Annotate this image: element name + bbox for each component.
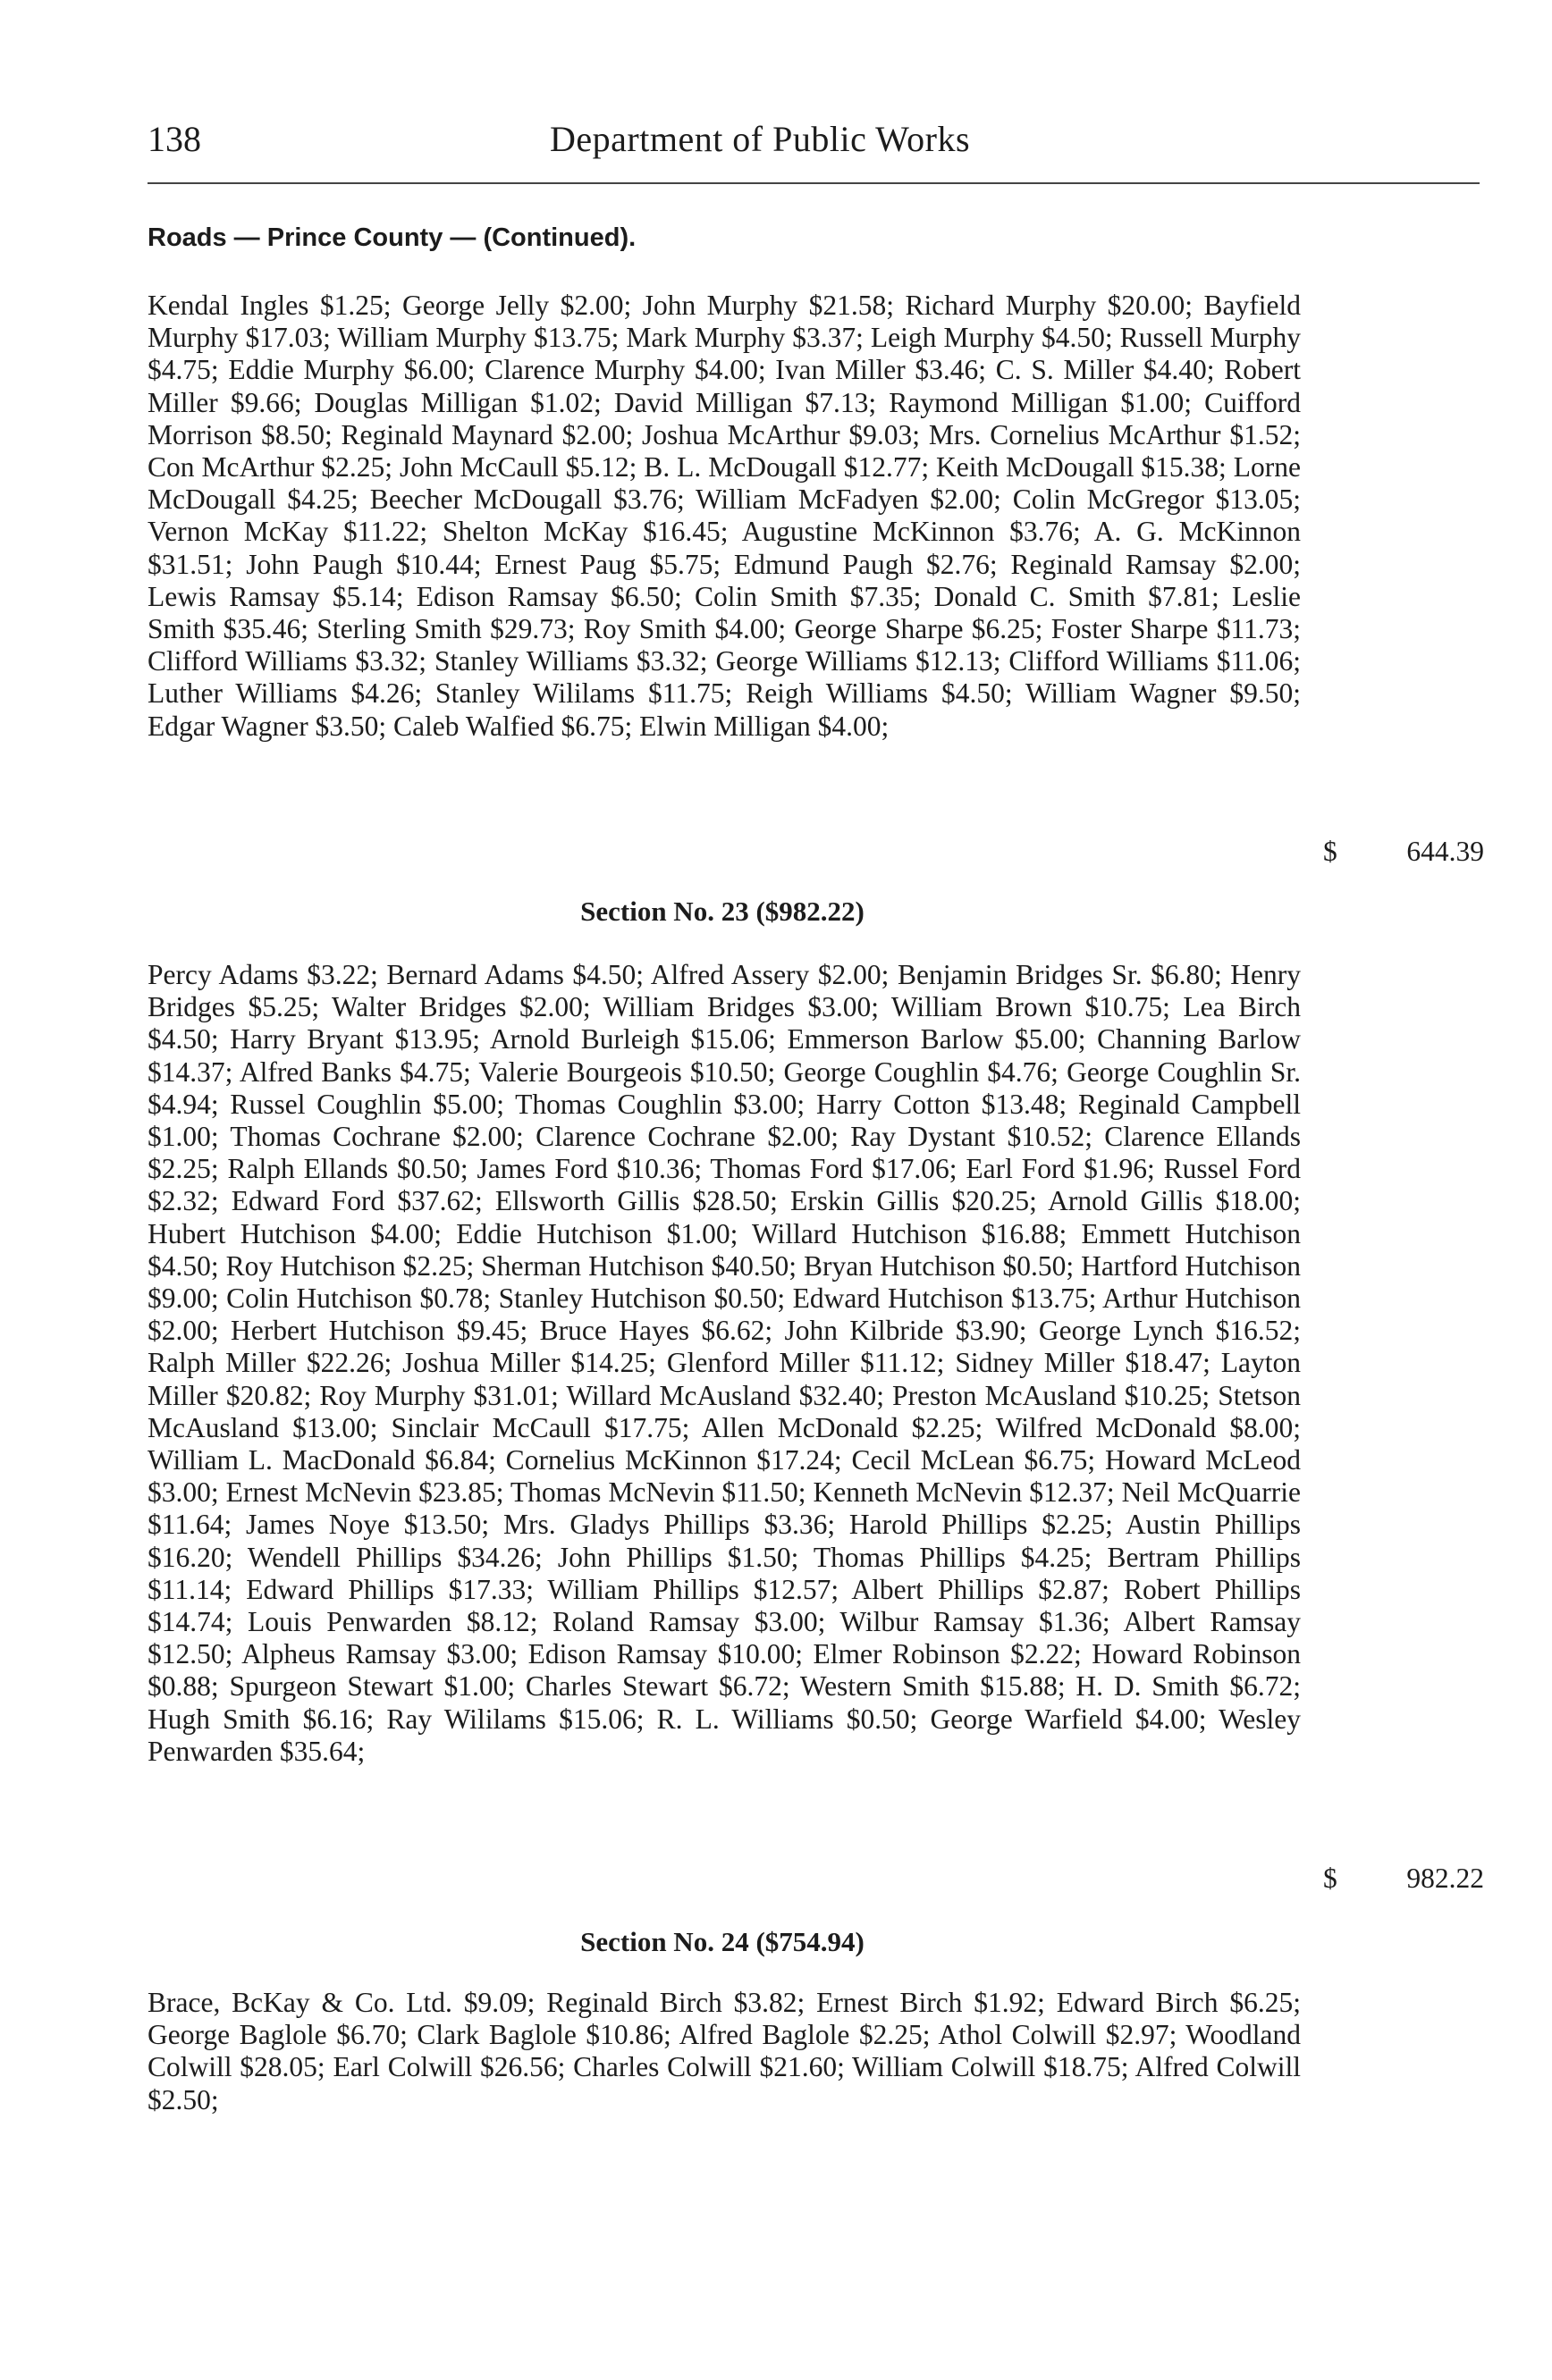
running-title: Department of Public Works (550, 119, 971, 159)
section-heading: Roads — Prince County — (Continued). (148, 223, 637, 252)
running-head (148, 118, 1480, 172)
paragraph-roads-continued: Kendal Ingles $1.25; George Jelly $2.00; John Murphy $21.58; Richard Murphy $20.00; Bayfield Murphy $17.03; William Murphy $13.75; Mark Murphy $3.37; Leigh Murphy $4.50; Russell Murphy $4.75; Eddie Murphy $6.00; Clarence Murphy $4.00; Ivan Miller $3.46; C. S. Miller $4.40; Robert Miller $9.66; Douglas Milligan $1.02; David Milligan $7.13; Raymond Milligan $1.00; Cuifford Morrison $8.50; Reginald Maynard $2.00; Joshua McArthur $9.03; Mrs. Cornelius McArthur $1.52; Con McArthur $2.25; John McCaull $5.12; B. L. McDougall $12.77; Keith McDougall $15.38; Lorne McDougall $4.25; Beecher McDougall $3.76; William McFadyen $2.00; Colin McGregor $13.05; Vernon McKay $11.22; Shelton McKay $16.45; Augustine McKinnon $3.76; A. G. McKinnon $31.51; John Paugh $10.44; Ernest Paug $5.75; Edmund Paugh $2.76; Reginald Ramsay $2.00; Lewis Ramsay $5.14; Edison Ramsay $6.50; Colin Smith $7.35; Donald C. Smith $7.81; Leslie Smith $35.46; Sterling Smith $29.73; Roy Smith $4.00; George Sharpe $6.25; Foster Sharpe $11.73; Clifford Williams $3.32; Stanley Williams $3.32; George Williams $12.13; Clifford Williams $11.06; Luther Williams $4.26; Stanley Wililams $11.75; Reigh Williams $4.50; William Wagner $9.50; Edgar Wagner $3.50; Caleb Walfied $6.75; Elwin Milligan $4.00; (148, 290, 1301, 742)
paragraph-section-24: Brace, BcKay & Co. Ltd. $9.09; Reginald Birch $3.82; Ernest Birch $1.92; Edward Birch $6.25; George Baglole $6.70; Clark Baglole $10.86; Alfred Baglole $2.25; Athol Colwill $2.97; Woodland Colwill $28.05; Earl Colwill $26.56; Charles Colwill $21.60; William Colwill $18.75; Alfred Colwill $2.50; (148, 1987, 1301, 2115)
total-dollar-sign: $ (1323, 836, 1337, 867)
paragraph-section-23: Percy Adams $3.22; Bernard Adams $4.50; Alfred Assery $2.00; Benjamin Bridges Sr. $6.80; Henry Bridges $5.25; Walter Bridges $2.00; William Bridges $3.00; William Brown $10.75; Lea Birch $4.50; Harry Bryant $13.95; Arnold Burleigh $15.06; Emmerson Barlow $5.00; Channing Barlow $14.37; Alfred Banks $4.75; Valerie Bourgeois $10.50; George Coughlin $4.76; George Coughlin Sr. $4.94; Russel Coughlin $5.00; Thomas Coughlin $3.00; Harry Cotton $13.48; Reginald Campbell $1.00; Thomas Cochrane $2.00; Clarence Cochrane $2.00; Ray Dystant $10.52; Clarence Ellands $2.25; Ralph Ellands $0.50; James Ford $10.36; Thomas Ford $17.06; Earl Ford $1.96; Russel Ford $2.32; Edward Ford $37.62; Ellsworth Gillis $28.50; Erskin Gillis $20.25; Arnold Gillis $18.00; Hubert Hutchison $4.00; Eddie Hutchison $1.00; Willard Hutchison $16.88; Emmett Hutchison $4.50; Roy Hutchison $2.25; Sherman Hutchison $40.50; Bryan Hutchison $0.50; Hartford Hutchison $9.00; Colin Hutchison $0.78; Stanley Hutchison $0.50; Edward Hutchison $13.75; Arthur Hutchison $2.00; Herbert Hutchison $9.45; Bruce Hayes $6.62; John Kilbride $3.90; George Lynch $16.52; Ralph Miller $22.26; Joshua Miller $14.25; Glenford Miller $11.12; Sidney Miller $18.47; Layton Miller $20.82; Roy Murphy $31.01; Willard McAusland $32.40; Preston McAusland $10.25; Stetson McAusland $13.00; Sinclair McCaull $17.75; Allen McDonald $2.25; Wilfred McDonald $8.00; William L. MacDonald $6.84; Cornelius McKinnon $17.24; Cecil McLean $6.75; Howard McLeod $3.00; Ernest McNevin $23.85; Thomas McNevin $11.50; Kenneth McNevin $12.37; Neil McQuarrie $11.64; James Noye $13.50; Mrs. Gladys Phillips $3.36; Harold Phillips $2.25; Austin Phillips $16.20; Wendell Phillips $34.26; John Phillips $1.50; Thomas Phillips $4.25; Bertram Phillips $11.14; Edward Phillips $17.33; William Phillips $12.57; Albert Phillips $2.87; Robert Phillips $14.74; Louis Penwarden $8.12; Roland Ramsay $3.00; Wilbur Ramsay $1.36; Albert Ramsay $12.50; Alpheus Ramsay $3.00; Edison Ramsay $10.00; Elmer Robinson $2.22; Howard Robinson $0.88; Spurgeon Stewart $1.00; Charles Stewart $6.72; Western Smith $15.88; H. D. Smith $6.72; Hugh Smith $6.16; Ray Wililams $15.06; R. L. Williams $0.50; George Warfield $4.00; Wesley Penwarden $35.64; (148, 959, 1301, 1767)
total-amount: 644.39 (1406, 836, 1484, 867)
subsection-heading-24: Section No. 24 ($754.94) (580, 1926, 865, 1957)
total-amount: 982.22 (1406, 1863, 1484, 1894)
header-rule (148, 182, 1480, 184)
page-number: 138 (148, 119, 201, 159)
subsection-heading-23: Section No. 23 ($982.22) (580, 896, 865, 927)
total-dollar-sign: $ (1323, 1863, 1337, 1894)
